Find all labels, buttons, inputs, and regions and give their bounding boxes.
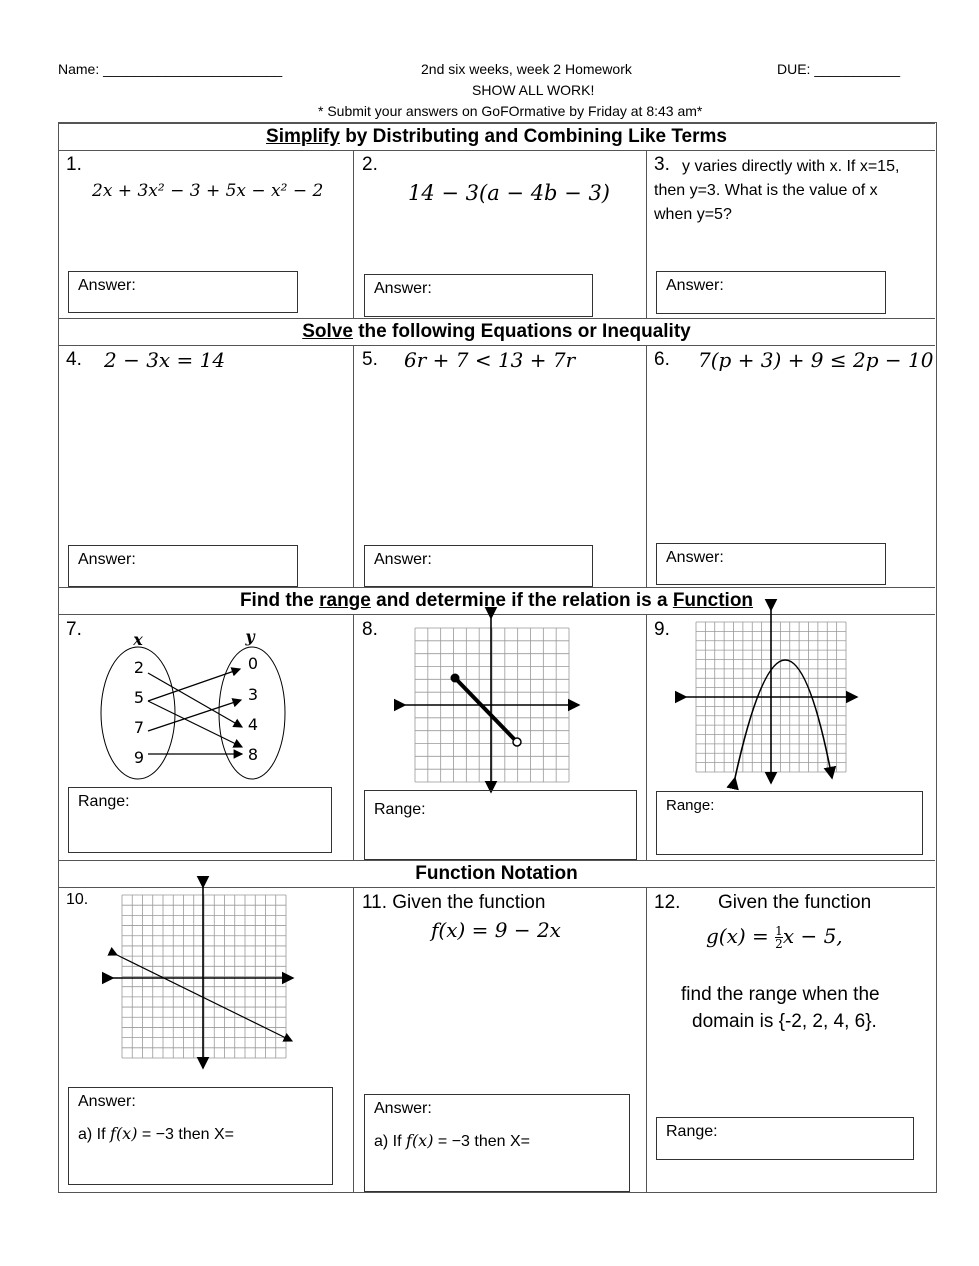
graph-9-parabola [735, 660, 832, 778]
problem-1-number: 1. [66, 154, 82, 175]
x-set-label: x [133, 630, 143, 649]
problem-6-expression: 7(p + 3) + 9 ≤ 2p − 10 [698, 348, 934, 372]
problem-2-number: 2. [362, 154, 378, 175]
answer-box-3[interactable]: Answer: [656, 271, 886, 314]
answer-box-6[interactable]: Answer: [656, 543, 886, 585]
answer-box-11[interactable]: Answer: a) If f(x) = −3 then X= [364, 1094, 630, 1192]
answer-box-1[interactable]: Answer: [68, 271, 298, 313]
name-field: Name: _______________________ [58, 61, 283, 77]
problem-12-number: 12. [654, 892, 681, 913]
problem-8-number: 8. [362, 619, 378, 640]
graph-10-grid [122, 895, 286, 1058]
sub-question-a: a) If f(x) = −3 then X= [374, 1131, 530, 1150]
show-work-note: SHOW ALL WORK! [472, 82, 595, 98]
answer-box-10[interactable]: Answer: a) If f(x) = −3 then X= [68, 1087, 333, 1185]
domain-value: 2 [133, 658, 145, 677]
sub-question-a: a) If f(x) = −3 then X= [78, 1124, 234, 1143]
domain-value: 9 [133, 748, 145, 767]
problem-7-number: 7. [66, 619, 82, 640]
section-simplify: Simplify by Distributing and Combining Like Terms [58, 123, 935, 151]
section-range: Find the range and determine if the relation is a Function [58, 587, 935, 615]
open-endpoint [513, 738, 521, 746]
section-solve: Solve the following Equations or Inequality [58, 318, 935, 346]
domain-value: 5 [133, 688, 145, 707]
answer-box-5[interactable]: Answer: [364, 545, 593, 587]
range-value: 8 [247, 745, 259, 764]
problem-9-number: 9. [654, 619, 670, 640]
closed-endpoint [451, 674, 460, 683]
domain-value: 7 [133, 718, 145, 737]
graph-8-segment [455, 678, 517, 742]
problem-4-number: 4. [66, 349, 82, 370]
problem-11-function: f(x) = 9 − 2x [431, 918, 561, 942]
due-field: DUE: ___________ [777, 61, 900, 77]
problem-10-number: 10. [66, 891, 89, 908]
problem-12-function: g(x) = $\frac{1}{2}$ x − 5, [706, 924, 843, 951]
problem-12-line2: domain is {-2, 2, 4, 6}. [692, 1011, 877, 1032]
worksheet-title: 2nd six weeks, week 2 Homework [421, 61, 632, 77]
problem-6-number: 6. [654, 349, 670, 370]
range-value: 4 [247, 715, 259, 734]
range-box-12[interactable]: Range: [656, 1117, 914, 1160]
problem-2-expression: 14 − 3(a − 4b − 3) [408, 181, 610, 205]
problem-4-expression: 2 − 3x = 14 [104, 348, 226, 372]
range-box-8[interactable]: Range: [364, 790, 637, 860]
problem-12-line1: find the range when the [681, 984, 880, 1005]
problem-12-prompt: Given the function [718, 892, 872, 913]
section-function-notation: Function Notation [58, 860, 935, 888]
problem-3-line1: y varies directly with x. If x=15, [682, 158, 900, 175]
graph-9-axes [686, 610, 857, 783]
arrow-5-to-0 [148, 669, 240, 701]
problem-5-expression: 6r + 7 < 13 + 7r [404, 348, 576, 372]
problem-1-expression: 2x + 3x² − 3 + 5x − x² − 2 [92, 181, 324, 201]
range-value: 3 [247, 685, 259, 704]
submit-note: * Submit your answers on GoFOrmative by Friday at 8:43 am* [318, 103, 703, 119]
arrow-5-to-8 [148, 701, 242, 747]
problem-5-number: 5. [362, 349, 378, 370]
range-value: 0 [247, 654, 259, 673]
y-set-label: y [245, 627, 255, 646]
range-box-7[interactable]: Range: [68, 787, 332, 853]
problem-3-line3: when y=5? [654, 206, 732, 223]
answer-box-4[interactable]: Answer: [68, 545, 298, 587]
problem-3-line2: then y=3. What is the value of x [654, 182, 878, 199]
answer-box-2[interactable]: Answer: [364, 274, 593, 317]
problem-11-prompt: 11. Given the function [362, 892, 546, 913]
range-box-9[interactable]: Range: [656, 791, 923, 855]
arrow-7-to-3 [148, 700, 241, 731]
graph-10-axes [113, 887, 293, 1068]
arrow-2-to-4 [148, 673, 242, 727]
problem-3-number: 3. [654, 154, 670, 175]
